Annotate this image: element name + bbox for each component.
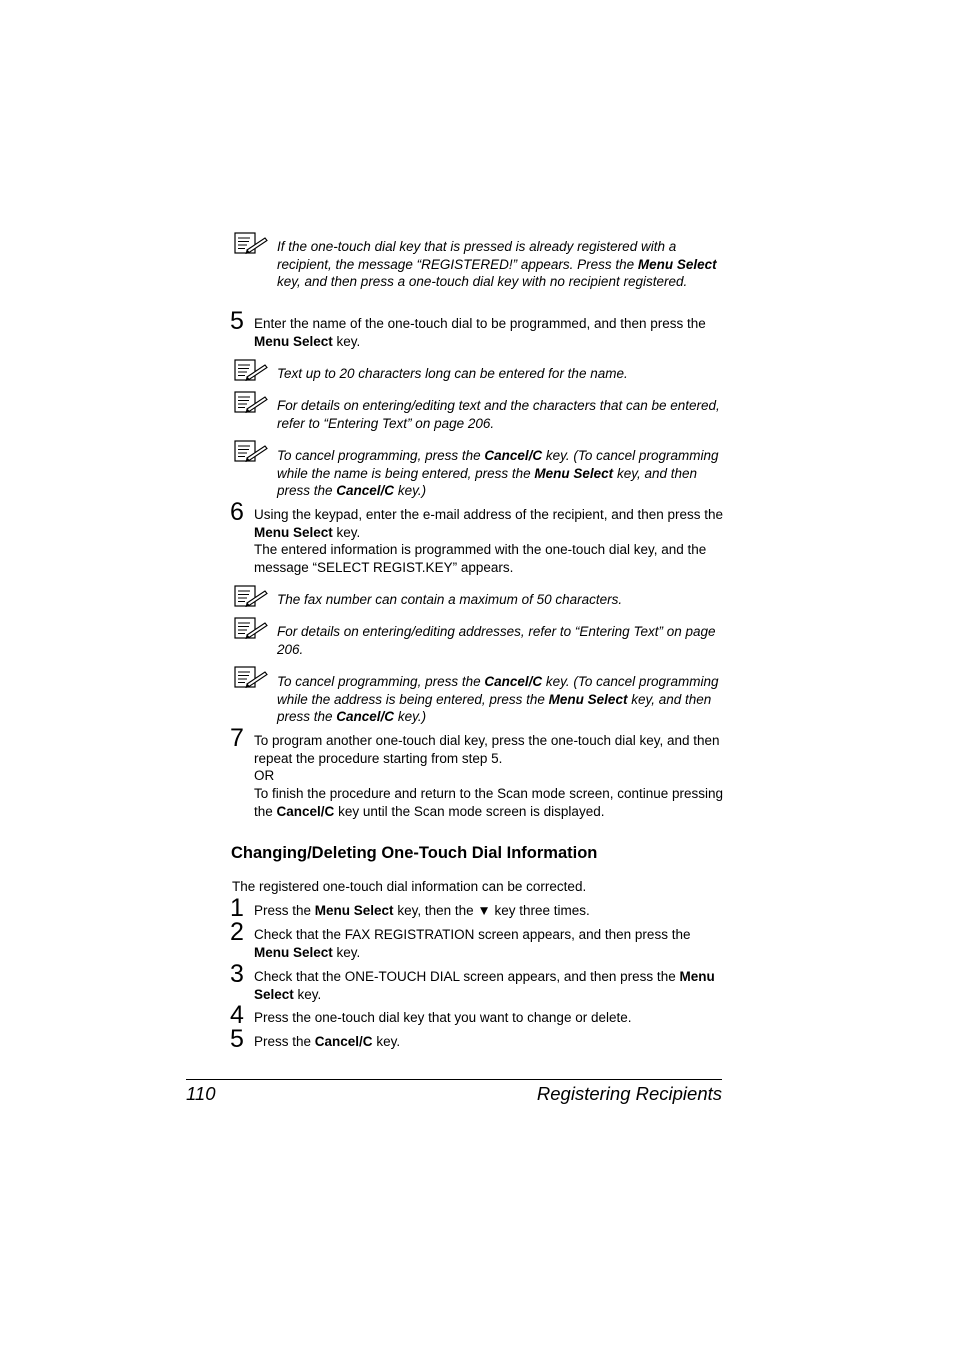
note-pencil-icon xyxy=(234,440,268,462)
step-number: 7 xyxy=(230,724,244,752)
note-cancel-programming: To cancel programming, press the Cancel/C key. (To cancel programming while the address is being entered, press the Menu Select key, and then press the Cancel/C key.) xyxy=(277,674,719,725)
step-number: 5 xyxy=(230,1025,244,1053)
step-number: 6 xyxy=(230,498,244,526)
step-text: Enter the name of the one-touch dial to be programmed, and then press the Menu Select key. xyxy=(254,316,706,349)
note-pencil-icon xyxy=(234,617,268,639)
note-pencil-icon xyxy=(234,359,268,381)
step-text: Using the keypad, enter the e-mail address of the recipient, and then press the Menu Select key. The entered information is programmed with the one-touch dial key, and the message “SELECT REGIST.KEY” appears. xyxy=(254,507,724,576)
note-pencil-icon xyxy=(234,391,268,413)
page-number: 110 xyxy=(186,1083,216,1104)
note-cancel-programming: To cancel programming, press the Cancel/C key. (To cancel programming while the name is being entered, press the Menu Select key, and then press the Cancel/C key.) xyxy=(277,448,719,499)
step-number: 3 xyxy=(230,960,244,988)
note-name-length: Text up to 20 characters long can be entered for the name. xyxy=(277,366,628,381)
step-text: Press the Cancel/C key. xyxy=(254,1034,401,1049)
footer-rule xyxy=(186,1079,722,1080)
note-registered-key: If the one-touch dial key that is pressed is already registered with a recipient, the message “REGISTERED!” appears. Press the Menu Select key, and then press a one-touch dial key with no recipient registered. xyxy=(277,239,717,290)
down-arrow-icon: ▼ xyxy=(477,903,491,918)
section-heading: Changing/Deleting One-Touch Dial Information xyxy=(231,844,598,862)
section-intro: The registered one-touch dial information can be corrected. xyxy=(232,879,587,894)
step-text: Check that the ONE-TOUCH DIAL screen appears, and then press the Menu Select key. xyxy=(254,969,715,1002)
note-entering-text: For details on entering/editing text and the characters that can be entered, refer to “Entering Text” on page 206. xyxy=(277,398,720,431)
step-number: 2 xyxy=(230,918,244,946)
note-fax-number-length: The fax number can contain a maximum of 50 characters. xyxy=(277,592,623,607)
step-number: 5 xyxy=(230,307,244,335)
step-number: 4 xyxy=(230,1001,244,1029)
note-pencil-icon xyxy=(234,232,268,254)
step-text: Check that the FAX REGISTRATION screen appears, and then press the Menu Select key. xyxy=(254,927,691,960)
running-footer-title: Registering Recipients xyxy=(536,1083,722,1104)
note-pencil-icon xyxy=(234,585,268,607)
step-number: 1 xyxy=(230,894,244,922)
step-text: Press the Menu Select key, then the ▼ key three times. xyxy=(254,903,590,918)
note-pencil-icon xyxy=(234,666,268,688)
step-text: To program another one-touch dial key, press the one-touch dial key, and then repeat the procedure starting from step 5. OR To finish the procedure and return to the Scan mode screen, continue pressing the Cancel/C key until the Scan mode screen is displayed. xyxy=(254,733,724,819)
step-text: Press the one-touch dial key that you want to change or delete. xyxy=(254,1010,632,1025)
note-entering-addresses: For details on entering/editing addresses, refer to “Entering Text” on page 206. xyxy=(277,624,716,657)
